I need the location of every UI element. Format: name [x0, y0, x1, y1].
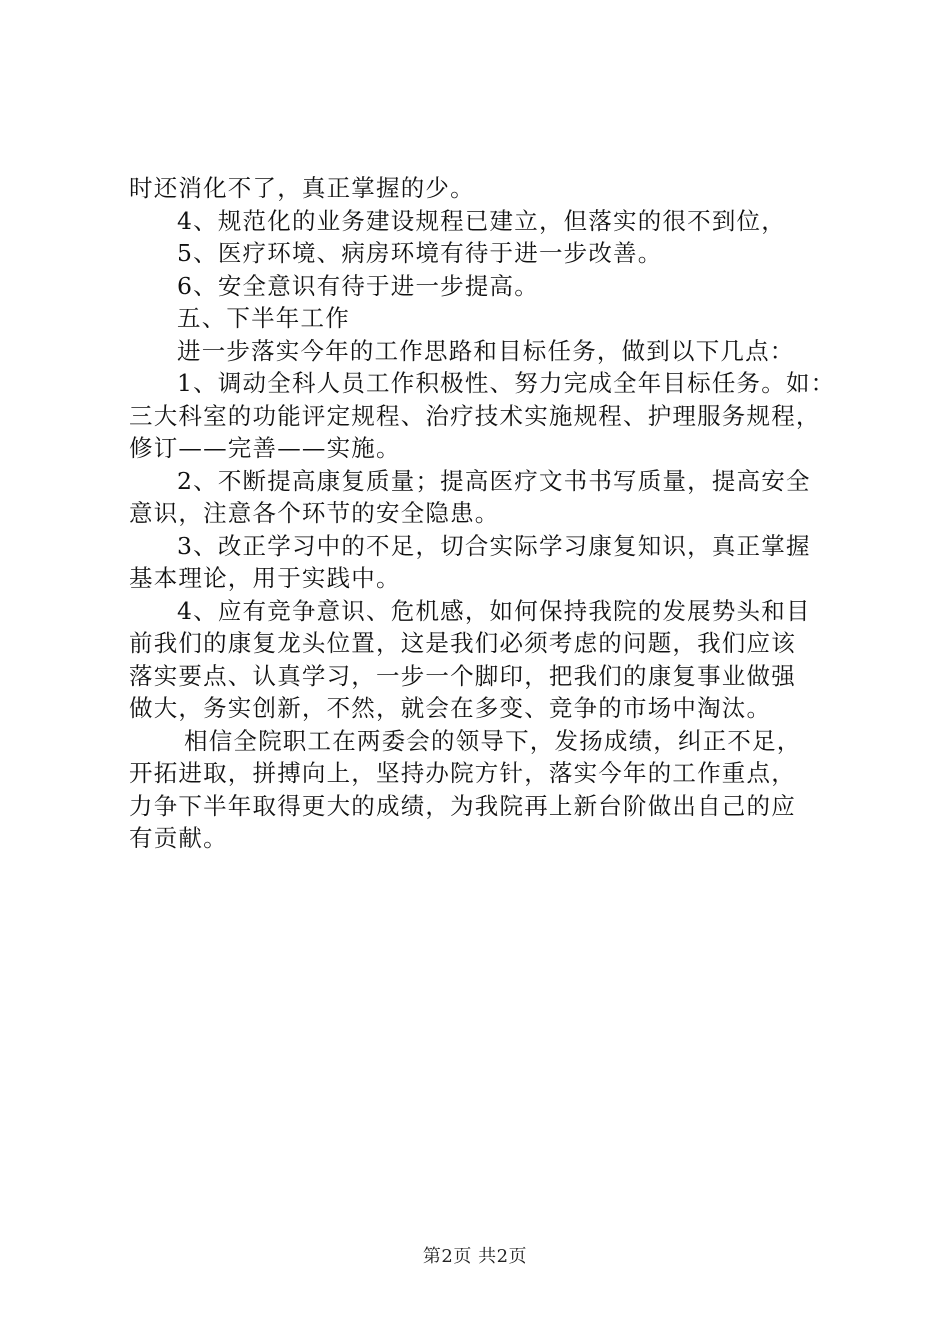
paragraph-point-1: [129, 367, 834, 465]
text-line: 4、应有竞争意识、危机感，如何保持我院的发展势头和目: [177, 596, 811, 625]
text-line: 进一步落实今年的工作思路和目标任务，做到以下几点：: [177, 336, 795, 365]
text-line: 5、医疗环境、病房环境有待于进一步改善。: [177, 239, 663, 267]
page-footer: [0, 1242, 950, 1268]
paragraph-point-3: [129, 530, 834, 595]
text-line: 6、安全意识有待于进一步提高。: [177, 271, 539, 300]
text-line: 1、调动全科人员工作积极性、努力完成全年目标任务。如：: [177, 369, 836, 397]
text-line: 4、规范化的业务建设规程已建立，但落实的很不到位，: [177, 206, 786, 235]
text-line: 三大科室的功能评定规程、治疗技术实施规程、护理服务规程，: [129, 401, 821, 430]
paragraph-intro: [129, 335, 834, 368]
text-line: 前我们的康复龙头位置，这是我们必须考虑的问题，我们应该: [129, 629, 796, 657]
paragraph-point-4: [129, 595, 834, 725]
text-line: 3、改正学习中的不足，切合实际学习康复知识，真正掌握: [177, 531, 811, 560]
text-line: 修订——完善——实施。: [129, 434, 401, 462]
paragraph-continuation: [129, 172, 834, 205]
paragraph-item-5: [129, 237, 834, 270]
paragraph-item-4: [129, 205, 834, 238]
paragraph-closing: [129, 725, 834, 855]
text-line: 力争下半年取得更大的成绩，为我院再上新台阶做出自己的应: [129, 791, 796, 820]
text-line: 开拓进取，拼搏向上，坚持办院方针，落实今年的工作重点，: [129, 759, 796, 787]
text-line: 意识，注意各个环节的安全隐患。: [129, 499, 500, 527]
text-line: 2、不断提高康复质量；提高医疗文书书写质量，提高安全: [177, 466, 811, 495]
text-line: 做大，务实创新，不然，就会在多变、竞争的市场中淘汰。: [129, 694, 772, 722]
paragraph-item-6: [129, 270, 834, 303]
text-line: 相信全院职工在两委会的领导下，发扬成绩，纠正不足，: [184, 726, 802, 755]
text-line: 落实要点、认真学习，一步一个脚印，把我们的康复事业做强: [129, 661, 796, 690]
text-line: 有贡献。: [129, 824, 228, 852]
text-line: 时还消化不了，真正掌握的少。: [129, 174, 475, 202]
paragraph-point-2: [129, 465, 834, 530]
text-line: 五、下半年工作: [177, 304, 350, 332]
document-body: [129, 172, 834, 855]
page-number-label: 第2页 共2页: [422, 1246, 528, 1267]
text-line: 基本理论，用于实践中。: [129, 564, 401, 592]
section-heading: [129, 302, 834, 335]
